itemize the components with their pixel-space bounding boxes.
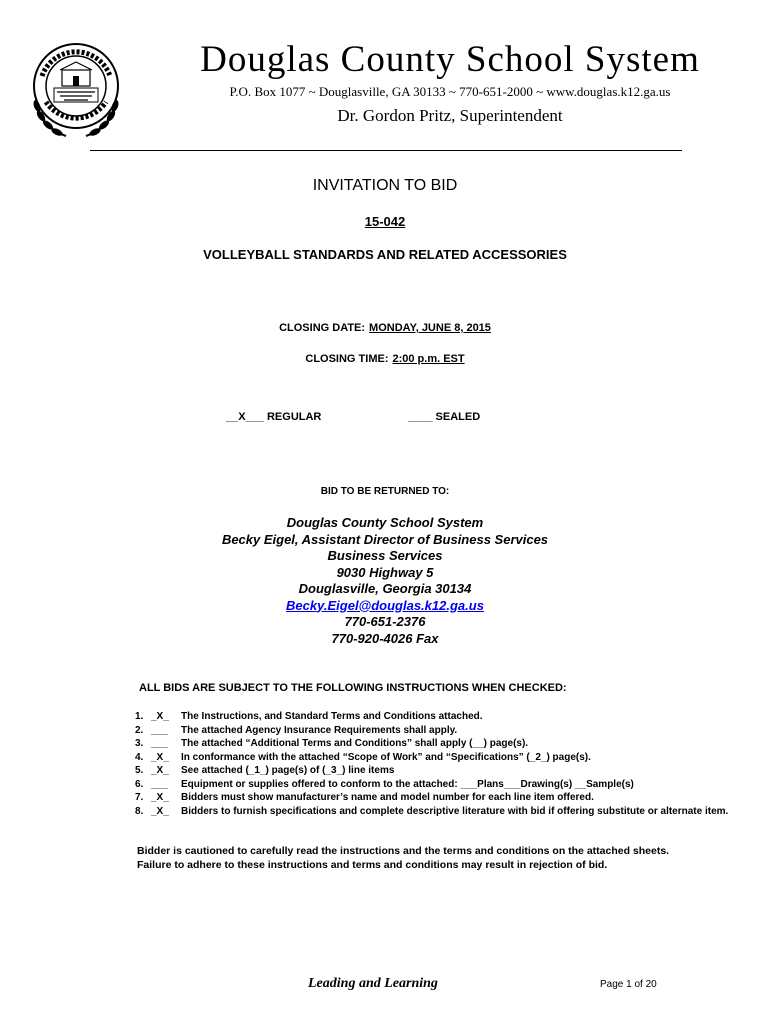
instruction-text: The attached “Additional Terms and Conditions” shall apply (__) page(s). [181, 738, 529, 749]
return-city: Douglasville, Georgia 30134 [298, 581, 472, 596]
instructions-list [135, 710, 735, 818]
instruction-text: See attached (_1_) page(s) of (_3_) line items [181, 765, 395, 776]
closing-time [0, 353, 770, 365]
return-email-link[interactable]: Becky.Eigel@douglas.k12.ga.us [286, 597, 484, 613]
return-phone: 770-651-2376 [344, 614, 426, 629]
instruction-item [135, 764, 735, 778]
instruction-check: ___ [151, 738, 168, 749]
instruction-item [135, 805, 735, 819]
instruction-text: Equipment or supplies offered to conform to the attached: ___Plans___Drawing(s) __Sample(s) [181, 778, 634, 790]
instruction-text: In conformance with the attached “Scope of Work” and “Specifications” (_2_) page(s). [181, 751, 591, 763]
instruction-check: ___ [151, 724, 168, 736]
instruction-number: 5. [135, 765, 144, 776]
instruction-number: 6. [135, 778, 144, 790]
bid-type-sealed: ____ SEALED [408, 411, 481, 423]
instructions-heading: ALL BIDS ARE SUBJECT TO THE FOLLOWING INSTRUCTIONS WHEN CHECKED: [139, 682, 567, 694]
instruction-check: _X_ [151, 751, 169, 763]
return-fax: 770-920-4026 Fax [331, 630, 439, 646]
footer-tagline: Leading and Learning [308, 976, 438, 991]
district-seal-logo [22, 36, 130, 144]
instruction-item [135, 778, 735, 792]
instruction-item [135, 724, 735, 738]
bid-type-regular: __X___ REGULAR [226, 411, 322, 423]
caution-paragraph: Bidder is cautioned to carefully read the instructions and the terms and conditions on the attached sheets. Failure to adhere to these instructions and terms and conditions may result in rejection of bid. [137, 845, 670, 871]
instruction-check: _X_ [151, 805, 169, 817]
return-organization: Douglas County School System [286, 515, 484, 530]
closing-time-value: 2:00 p.m. EST [392, 353, 465, 365]
page-number: Page 1 of 20 [600, 979, 657, 990]
return-department: Business Services [327, 548, 443, 563]
instruction-number: 1. [135, 711, 144, 722]
bid-number: 15-042 [364, 214, 406, 229]
closing-date [0, 322, 770, 334]
instruction-item [135, 737, 735, 751]
return-contact: Becky Eigel, Assistant Director of Business Services [221, 531, 549, 547]
instruction-number: 8. [135, 805, 144, 817]
return-street: 9030 Highway 5 [336, 564, 434, 580]
instruction-number: 3. [135, 738, 144, 749]
return-to-label: BID TO BE RETURNED TO: [320, 486, 450, 497]
instruction-number: 7. [135, 792, 144, 803]
instruction-text: The attached Agency Insurance Requirements shall apply. [181, 724, 458, 736]
instruction-check: _X_ [151, 792, 169, 803]
organization-name: Douglas County School System [200, 39, 700, 80]
instruction-number: 2. [135, 724, 144, 736]
instruction-check: ___ [151, 778, 168, 790]
closing-date-value: MONDAY, JUNE 8, 2015 [369, 322, 491, 334]
instruction-item [135, 751, 735, 765]
closing-time-label: CLOSING TIME: [305, 353, 389, 365]
instruction-check: _X_ [151, 711, 169, 722]
instruction-text: Bidders must show manufacturer’s name and model number for each line item offered. [181, 792, 594, 803]
superintendent-name: Dr. Gordon Pritz, Superintendent [337, 106, 563, 125]
instruction-item [135, 710, 735, 724]
instruction-text: The Instructions, and Standard Terms and Conditions attached. [181, 711, 483, 722]
instruction-text: Bidders to furnish specifications and complete descriptive literature with bid if offering substitute or alternate item. [181, 805, 729, 817]
closing-date-label: CLOSING DATE: [279, 322, 366, 334]
bid-subject: VOLLEYBALL STANDARDS AND RELATED ACCESSORIES [203, 247, 567, 262]
document-title: INVITATION TO BID [312, 177, 458, 194]
instruction-item [135, 791, 735, 805]
header-divider [90, 150, 682, 151]
instruction-number: 4. [135, 751, 144, 763]
organization-address: P.O. Box 1077 ~ Douglasville, GA 30133 ~ 770-651-2000 ~ www.douglas.k12.ga.us [229, 84, 671, 99]
instruction-check: _X_ [151, 765, 169, 776]
return-address-block [0, 515, 770, 647]
